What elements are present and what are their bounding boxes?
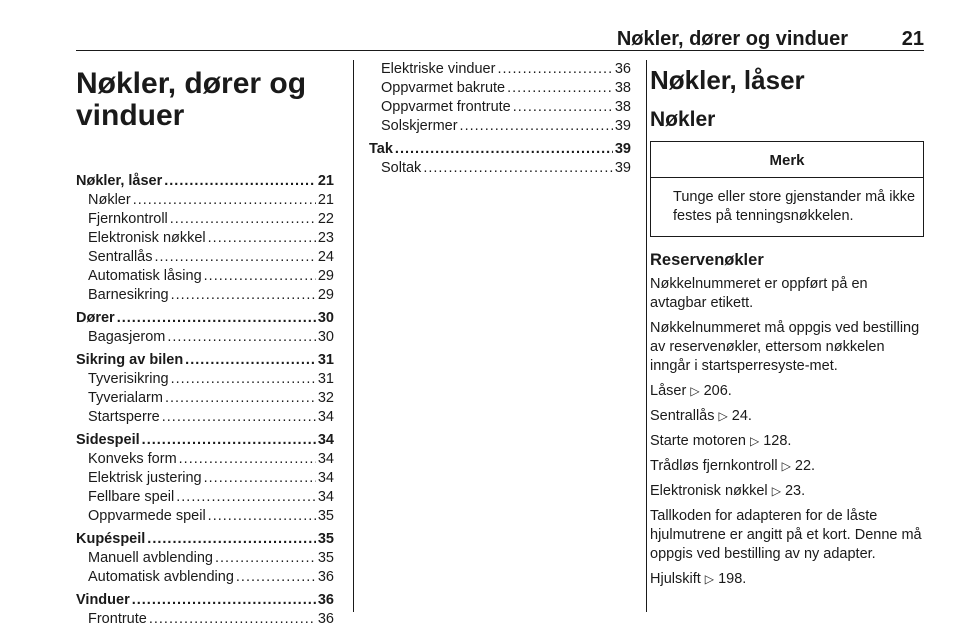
toc-entry-page: 24 xyxy=(317,249,334,265)
toc-leader-dots xyxy=(204,469,316,488)
toc-entry-page: 36 xyxy=(614,61,631,77)
toc-entry-label: Elektrisk justering xyxy=(88,470,202,486)
toc-entry[interactable] xyxy=(76,286,334,305)
toc-entry-label: Manuell avblending xyxy=(88,550,213,566)
toc-leader-dots xyxy=(117,309,316,328)
toc-entry-label: Barnesikring xyxy=(88,287,169,303)
toc-entry-page: 36 xyxy=(317,569,334,585)
toc-entry-label: Sidespeil xyxy=(76,432,140,448)
page-reference-arrow-icon: ▷ xyxy=(718,409,728,423)
toc-leader-dots xyxy=(154,248,315,267)
toc-entry-label: Soltak xyxy=(381,160,422,176)
paragraph xyxy=(650,457,924,476)
toc-entry-page: 29 xyxy=(317,268,334,284)
paragraph-text: Sentrallås xyxy=(650,408,715,424)
toc-entry[interactable] xyxy=(76,191,334,210)
paragraph xyxy=(650,570,924,589)
running-head-title: Nøkler, dører og vinduer xyxy=(616,28,848,50)
toc-leader-dots xyxy=(165,389,316,408)
table-of-contents-continued xyxy=(369,60,631,178)
toc-entry-label: Oppvarmede speil xyxy=(88,508,206,524)
toc-entry-label: Fellbare speil xyxy=(88,489,175,505)
toc-entry[interactable] xyxy=(76,568,334,587)
toc-entry[interactable] xyxy=(369,140,631,159)
toc-entry-label: Elektronisk nøkkel xyxy=(88,230,206,246)
spare-keys-heading: Reservenøkler xyxy=(650,251,764,269)
toc-leader-dots xyxy=(162,408,316,427)
toc-entry-label: Sikring av bilen xyxy=(76,352,184,368)
toc-entry-label: Konveks form xyxy=(88,451,177,467)
toc-leader-dots xyxy=(142,431,316,450)
toc-entry-page: 36 xyxy=(317,611,334,627)
toc-leader-dots xyxy=(507,79,613,98)
toc-entry-label: Tyverialarm xyxy=(88,390,163,406)
toc-entry-label: Dører xyxy=(76,310,115,326)
toc-entry[interactable] xyxy=(76,309,334,328)
toc-entry[interactable] xyxy=(76,370,334,389)
paragraph-text: Låser xyxy=(650,383,687,399)
toc-entry-page: 32 xyxy=(317,390,334,406)
paragraph xyxy=(650,432,924,451)
toc-entry-page: 34 xyxy=(317,451,334,467)
toc-leader-dots xyxy=(167,328,315,347)
paragraph xyxy=(650,275,924,313)
toc-entry[interactable] xyxy=(76,351,334,370)
toc-entry[interactable] xyxy=(76,408,334,427)
toc-entry-label: Frontrute xyxy=(88,611,147,627)
toc-entry-page: 36 xyxy=(317,592,334,608)
toc-entry-label: Vinduer xyxy=(76,592,130,608)
body-paragraphs xyxy=(650,275,924,589)
paragraph-text: Hjulskift xyxy=(650,571,701,587)
chapter-title xyxy=(76,68,334,132)
note-heading: Merk xyxy=(651,142,923,178)
toc-entry-page: 34 xyxy=(317,409,334,425)
toc-leader-dots xyxy=(208,229,316,248)
toc-entry-page: 38 xyxy=(614,99,631,115)
page-reference[interactable]: 206. xyxy=(703,383,732,399)
toc-entry-page: 30 xyxy=(317,310,334,326)
page-reference[interactable]: 22. xyxy=(794,458,816,474)
note-box xyxy=(650,141,924,237)
paragraph-text: Trådløs fjernkontroll xyxy=(650,458,778,474)
toc-entry[interactable] xyxy=(369,60,631,79)
toc-leader-dots xyxy=(170,210,316,229)
toc-leader-dots xyxy=(171,370,316,389)
toc-entry-page: 31 xyxy=(317,352,334,368)
toc-entry[interactable] xyxy=(76,229,334,248)
toc-leader-dots xyxy=(179,450,316,469)
page-reference-arrow-icon: ▷ xyxy=(749,434,760,448)
paragraph-text: Nøkkelnummeret må oppgis ved bestilling av reservenøkler, ettersom nøkkelen inngår i startsperresyste-met. xyxy=(650,320,920,374)
toc-entry-label: Automatisk låsing xyxy=(88,268,202,284)
toc-entry-label: Tak xyxy=(369,141,393,157)
toc-entry[interactable] xyxy=(76,450,334,469)
toc-entry-page: 34 xyxy=(317,432,334,448)
paragraph xyxy=(650,507,924,564)
toc-entry-page: 29 xyxy=(317,287,334,303)
toc-entry[interactable] xyxy=(76,248,334,267)
toc-entry-label: Fjernkontroll xyxy=(88,211,168,227)
paragraph-text: Elektronisk nøkkel xyxy=(650,483,768,499)
column-divider-2 xyxy=(646,60,647,612)
toc-leader-dots xyxy=(185,351,316,370)
toc-column-1 xyxy=(76,60,334,629)
page-reference[interactable]: 128. xyxy=(763,433,792,449)
toc-entry-label: Nøkler, låser xyxy=(76,173,163,189)
column-divider-1 xyxy=(353,60,354,612)
toc-entry[interactable] xyxy=(76,610,334,629)
toc-entry-page: 39 xyxy=(614,141,631,157)
page-reference-arrow-icon: ▷ xyxy=(704,572,715,586)
toc-leader-dots xyxy=(164,172,316,191)
page-reference-arrow-icon: ▷ xyxy=(690,384,700,398)
paragraph xyxy=(650,319,924,376)
toc-entry-page: 21 xyxy=(317,192,334,208)
toc-entry[interactable] xyxy=(76,549,334,568)
toc-entry-page: 22 xyxy=(317,211,334,227)
chapter-title-line-1: Nøkler, dører og xyxy=(76,67,307,100)
toc-leader-dots xyxy=(147,530,316,549)
toc-entry[interactable] xyxy=(76,210,334,229)
toc-entry-page: 34 xyxy=(317,470,334,486)
toc-leader-dots xyxy=(513,98,613,117)
toc-entry-label: Oppvarmet frontrute xyxy=(381,99,511,115)
toc-leader-dots xyxy=(204,267,316,286)
toc-entry-label: Bagasjerom xyxy=(88,329,166,345)
paragraph-text: Starte motoren xyxy=(650,433,746,449)
paragraph-text: Nøkkelnummeret er oppført på en avtagbar etikett. xyxy=(650,276,868,311)
toc-entry[interactable] xyxy=(369,79,631,98)
toc-leader-dots xyxy=(215,549,316,568)
running-head xyxy=(76,28,924,52)
page-reference-arrow-icon: ▷ xyxy=(771,484,781,498)
subsection-title: Nøkler xyxy=(650,108,716,131)
toc-leader-dots xyxy=(171,286,316,305)
toc-entry-label: Solskjermer xyxy=(381,118,458,134)
toc-entry-label: Tyverisikring xyxy=(88,371,169,387)
paragraph xyxy=(650,382,924,401)
section-title: Nøkler, låser xyxy=(650,65,805,95)
toc-leader-dots xyxy=(460,117,613,136)
toc-leader-dots xyxy=(497,60,612,79)
toc-entry-page: 21 xyxy=(317,173,334,189)
toc-entry-page: 23 xyxy=(317,230,334,246)
toc-entry-label: Oppvarmet bakrute xyxy=(381,80,506,96)
toc-entry-label: Kupéspeil xyxy=(76,531,146,547)
toc-column-2 xyxy=(369,60,631,178)
toc-entry-page: 34 xyxy=(317,489,334,505)
toc-entry-label: Elektriske vinduer xyxy=(381,61,496,77)
note-text: Tunge eller store gjenstander må ikke festes på tenningsnøkkelen. xyxy=(673,189,916,224)
table-of-contents xyxy=(76,172,334,629)
page-reference-arrow-icon: ▷ xyxy=(781,459,791,473)
toc-entry-page: 35 xyxy=(317,550,334,566)
toc-entry-page: 39 xyxy=(614,160,631,176)
toc-entry[interactable] xyxy=(76,267,334,286)
toc-leader-dots xyxy=(395,140,613,159)
page-reference[interactable]: 23. xyxy=(784,483,806,499)
toc-entry[interactable] xyxy=(76,488,334,507)
toc-entry-label: Nøkler xyxy=(88,192,131,208)
page-number: 21 xyxy=(901,28,924,50)
toc-entry[interactable] xyxy=(76,431,334,450)
toc-leader-dots xyxy=(133,191,316,210)
toc-entry-label: Automatisk avblending xyxy=(88,569,234,585)
toc-entry[interactable] xyxy=(76,530,334,549)
toc-entry[interactable] xyxy=(76,591,334,610)
toc-entry[interactable] xyxy=(76,328,334,347)
toc-leader-dots xyxy=(176,488,316,507)
page-reference[interactable]: 24. xyxy=(731,408,752,424)
paragraph xyxy=(650,482,924,501)
toc-entry[interactable] xyxy=(76,389,334,408)
toc-entry-label: Sentrallås xyxy=(88,249,153,265)
toc-entry-label: Startsperre xyxy=(88,409,160,425)
content-column xyxy=(650,60,924,595)
toc-entry-page: 35 xyxy=(317,508,334,524)
toc-entry-page: 38 xyxy=(614,80,631,96)
page-reference[interactable]: 198. xyxy=(718,571,747,587)
toc-leader-dots xyxy=(149,610,316,629)
toc-entry-page: 39 xyxy=(614,118,631,134)
toc-leader-dots xyxy=(423,159,613,178)
header-rule xyxy=(76,50,924,51)
toc-entry[interactable] xyxy=(369,98,631,117)
toc-entry[interactable] xyxy=(76,469,334,488)
paragraph xyxy=(650,407,924,426)
toc-leader-dots xyxy=(236,568,316,587)
toc-leader-dots xyxy=(208,507,316,526)
toc-entry-page: 30 xyxy=(317,329,334,345)
toc-entry[interactable] xyxy=(369,159,631,178)
toc-entry[interactable] xyxy=(369,117,631,136)
toc-entry-page: 31 xyxy=(317,371,334,387)
paragraph-text: Tallkoden for adapteren for de låste hjulmutrene er angitt på et kort. Denne må oppgis ved bestilling av ny adapter. xyxy=(650,508,922,562)
chapter-title-line-2: vinduer xyxy=(76,99,185,132)
toc-entry-page: 35 xyxy=(317,531,334,547)
toc-entry[interactable] xyxy=(76,172,334,191)
toc-leader-dots xyxy=(132,591,316,610)
toc-entry[interactable] xyxy=(76,507,334,526)
